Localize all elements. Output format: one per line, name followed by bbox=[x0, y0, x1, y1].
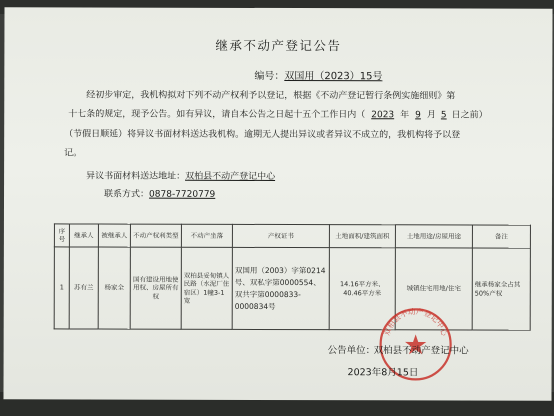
table-header-cell: 土地用途/房屋用途 bbox=[395, 225, 472, 248]
signer-organization: 双柏县不动产登记中心 bbox=[373, 345, 469, 357]
table-header-cell: 继承人 bbox=[69, 224, 98, 247]
cell-heir: 苏有兰 bbox=[69, 247, 98, 329]
table-header-cell: 备注 bbox=[472, 225, 530, 248]
svg-text:双柏县不动产登记中心: 双柏县不动产登记中心 bbox=[382, 306, 450, 337]
cell-seq: 1 bbox=[54, 247, 69, 329]
table-row bbox=[54, 247, 530, 330]
deadline-day: 5 bbox=[440, 110, 447, 121]
notice-paper bbox=[3, 7, 552, 400]
deadline-year-unit: 年 bbox=[400, 110, 410, 121]
table-header-cell: 土地面积/建筑面积 bbox=[329, 225, 395, 248]
cell-location: 双柏县妥甸镇人民路（水泥厂住宿区）1幢3-1宽 bbox=[181, 247, 232, 329]
deadline-month: 9 bbox=[415, 110, 421, 121]
address-label: 异议书面材料送达地址： bbox=[86, 171, 186, 182]
table-header-cell: 不动产坐落 bbox=[181, 224, 232, 247]
paragraph-line-1: 经初步审定，我机构拟对下列不动产权利予以登记，根据《不动产登记暂行条例实施细则》第 bbox=[86, 90, 456, 102]
serial-number bbox=[254, 67, 382, 82]
table-header-cell: 序号 bbox=[54, 224, 69, 247]
deadline-month-unit: 月 bbox=[426, 110, 436, 121]
serial-label: 编号： bbox=[254, 70, 285, 83]
address-value: 双柏县不动产登记中心 bbox=[185, 171, 276, 182]
deadline-lead: 十七条的规定，现予公告。如有异议，请自本公告之日起十五个工作日内（ bbox=[68, 109, 366, 121]
contact-value: 0878-7720779 bbox=[149, 189, 216, 200]
cell-usage: 城镇住宅用地/住宅 bbox=[395, 248, 472, 330]
contact-label: 联系方式： bbox=[104, 189, 150, 200]
cell-area: 14.16平方米、40.46平方米 bbox=[329, 248, 395, 330]
deadline-year: 2023 bbox=[371, 110, 395, 121]
notice-date: 2023年8月15日 bbox=[347, 367, 419, 379]
cell-right-type: 国有建设用地使用权、房屋所有权 bbox=[130, 247, 181, 329]
table-header-cell: 不动产权利类型 bbox=[130, 224, 181, 247]
contact-line bbox=[104, 186, 275, 204]
paragraph-line-2 bbox=[68, 105, 487, 124]
registration-table bbox=[54, 223, 531, 330]
paragraph-line-3: （节假日顺延）将异议书面材料送达我机构。逾期无人提出异议或者异议不成立的，我机构将予以登 bbox=[64, 129, 461, 141]
signer-label: 公告单位： bbox=[327, 345, 376, 357]
serial-value: 双国用（2023）15号 bbox=[284, 71, 383, 83]
table-header-cell: 产权证书 bbox=[232, 224, 329, 247]
objection-address bbox=[86, 167, 315, 186]
cell-certificate: 双国用（2003）字第0214号、双私字第0000554、双共字第0000833-0000834号 bbox=[232, 247, 329, 329]
deadline-day-unit: 日之前） bbox=[451, 110, 488, 121]
table-header-cell: 被继承人 bbox=[98, 224, 130, 247]
cell-remark: 继承杨家全占其50%产权 bbox=[472, 248, 530, 330]
notice-title: 继承不动产登记公告 bbox=[215, 37, 342, 54]
table-header-row bbox=[54, 224, 530, 248]
paragraph-line-4: 记。 bbox=[64, 148, 83, 159]
cell-decedent: 杨家全 bbox=[98, 247, 130, 329]
